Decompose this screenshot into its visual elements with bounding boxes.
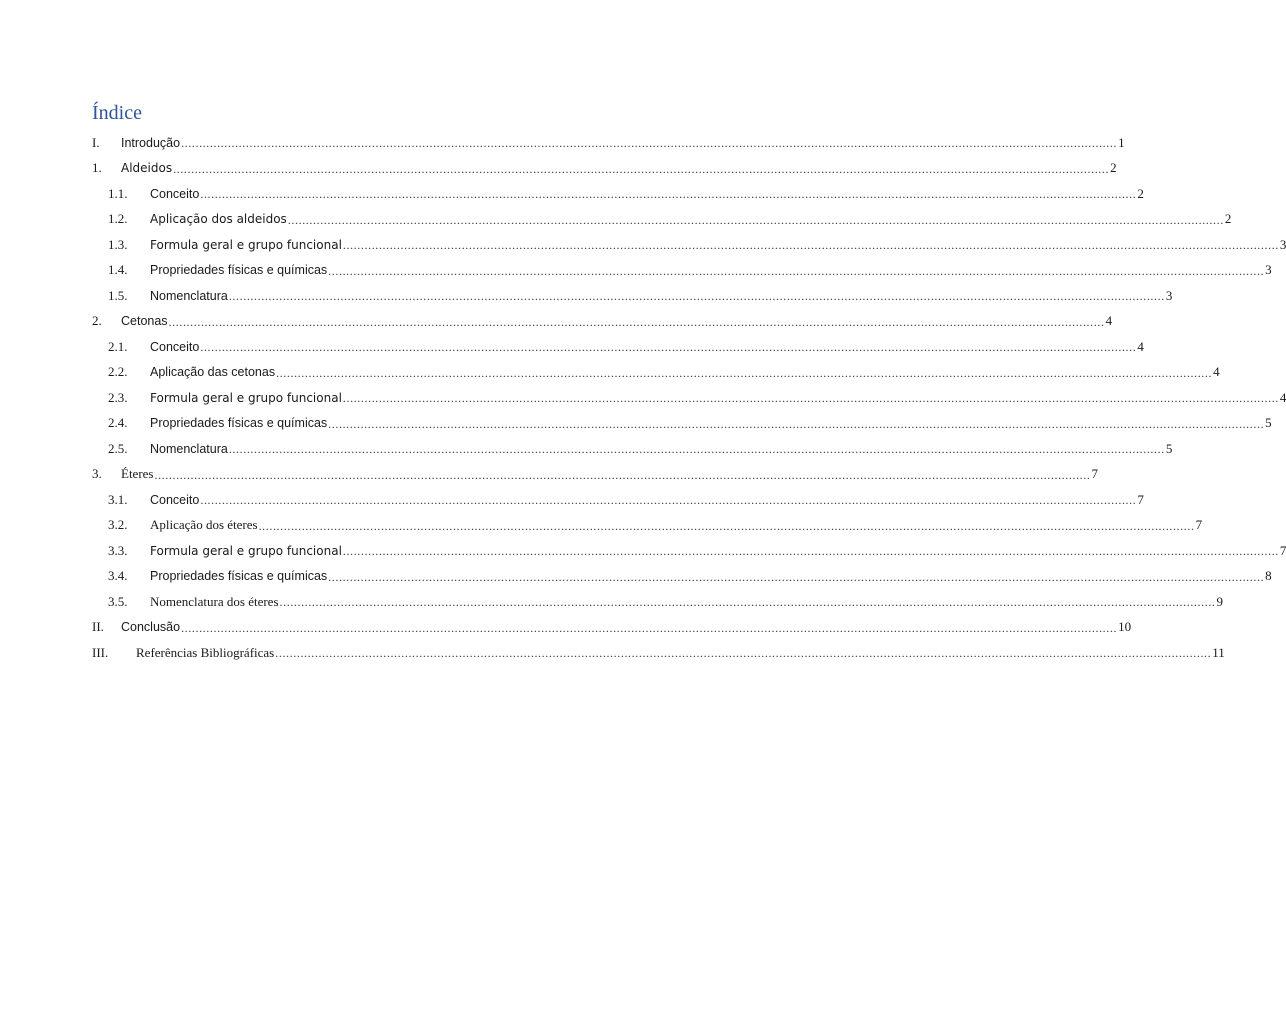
toc-entry[interactable] (92, 436, 1173, 462)
toc-entry-label[interactable]: Conclusão (121, 620, 181, 635)
toc-entry-label[interactable]: Aplicação dos aldeidos (150, 212, 287, 227)
toc-entry[interactable] (92, 360, 1220, 386)
toc-entry-number: 3.3. (108, 542, 128, 558)
toc-entry-number: 2. (92, 313, 102, 329)
dot-leader: .................................................................................................................................................................................................................................................................... (328, 416, 1265, 431)
toc-title: Índice (92, 102, 142, 124)
toc-entry-label[interactable]: Introdução (121, 135, 181, 150)
toc-entry-label[interactable]: Nomenclatura (150, 288, 228, 303)
dot-leader: .................................................................................................................................................................................................................................................................... (154, 467, 1091, 482)
toc-entry[interactable] (92, 181, 1144, 207)
toc-entry-label[interactable]: Referências Bibliográficas (136, 644, 275, 660)
toc-entry-label[interactable]: Aplicação das cetonas (150, 365, 276, 380)
toc-entry-label[interactable]: Formula geral e grupo funcional (150, 390, 342, 405)
toc-entry-number: 3.4. (108, 568, 128, 584)
dot-leader: .................................................................................................................................................................................................................................................................... (200, 493, 1137, 508)
toc-entry-label[interactable]: Aplicação dos éteres (150, 517, 258, 533)
toc-entry-number: 1.4. (108, 262, 128, 278)
dot-leader: .................................................................................................................................................................................................................................................................... (181, 136, 1118, 151)
toc-entry[interactable] (92, 513, 1203, 539)
toc-entry[interactable] (92, 232, 1286, 258)
toc-entry-number: 2.3. (108, 389, 128, 405)
dot-leader: .................................................................................................................................................................................................................................................................... (168, 314, 1105, 329)
toc-entry-page-number[interactable]: 9 (1216, 593, 1224, 609)
toc-entry[interactable] (92, 207, 1232, 233)
toc-entry[interactable] (92, 283, 1173, 309)
toc-entry[interactable] (92, 640, 1225, 666)
toc-entry-page-number[interactable]: 8 (1265, 568, 1272, 584)
dot-leader: .................................................................................................................................................................................................................................................................... (200, 187, 1137, 202)
toc-entry-number: 3. (92, 466, 102, 482)
toc-entry-page-number[interactable]: 4 (1105, 313, 1113, 329)
toc-entry[interactable] (92, 538, 1286, 564)
toc-entry[interactable] (92, 411, 1272, 437)
toc-entry-page-number[interactable]: 7 (1279, 542, 1286, 558)
dot-leader: .................................................................................................................................................................................................................................................................... (342, 544, 1279, 559)
toc-entry-label[interactable]: Propriedades físicas e químicas (150, 569, 328, 584)
toc-entry[interactable] (92, 385, 1286, 411)
dot-leader: .................................................................................................................................................................................................................................................................... (200, 340, 1137, 355)
toc-entry-page-number[interactable]: 1 (1118, 134, 1125, 150)
toc-entry-label[interactable]: Propriedades físicas e químicas (150, 263, 328, 278)
dot-leader: .................................................................................................................................................................................................................................................................... (258, 518, 1195, 533)
dot-leader: .................................................................................................................................................................................................................................................................... (342, 238, 1279, 253)
dot-leader: .................................................................................................................................................................................................................................................................... (342, 391, 1279, 406)
toc-entry-page-number[interactable]: 4 (1279, 389, 1286, 405)
toc-entry-number: 3.5. (108, 593, 128, 609)
dot-leader: .................................................................................................................................................................................................................................................................... (181, 620, 1118, 635)
dot-leader: .................................................................................................................................................................................................................................................................... (328, 263, 1265, 278)
toc-entry-number: 1.3. (108, 236, 128, 252)
toc-entry-number: 1. (92, 160, 102, 176)
toc-entry-label[interactable]: Nomenclatura (150, 441, 228, 456)
toc-entry-number: II. (92, 619, 104, 635)
toc-entry-number: 2.5. (108, 440, 128, 456)
toc-entry-page-number[interactable]: 2 (1110, 160, 1117, 176)
toc-entry[interactable] (92, 462, 1098, 488)
toc-entry-page-number[interactable]: 3 (1165, 287, 1173, 303)
toc-entry-label[interactable]: Cetonas (121, 314, 168, 329)
toc-entry-label[interactable]: Nomenclatura dos éteres (150, 593, 279, 609)
toc-entry-label[interactable]: Formula geral e grupo funcional (150, 543, 342, 558)
toc-entry-label[interactable]: Propriedades físicas e químicas (150, 416, 328, 431)
toc-entry-number: 2.4. (108, 415, 128, 431)
toc-entry-number: 3.2. (108, 517, 128, 533)
toc-entry-label[interactable]: Éteres (121, 466, 154, 482)
toc-entry[interactable] (92, 130, 1125, 156)
toc-entry-page-number[interactable]: 3 (1265, 262, 1272, 278)
toc-entry[interactable] (92, 564, 1272, 590)
toc-entry-page-number[interactable]: 2 (1137, 185, 1144, 201)
toc-entry-number: 2.2. (108, 364, 128, 380)
toc-entry-page-number[interactable]: 4 (1137, 338, 1144, 354)
toc-entry-number: 2.1. (108, 338, 128, 354)
toc-entry-label[interactable]: Aldeidos (121, 161, 173, 176)
toc-entry-label[interactable]: Formula geral e grupo funcional (150, 237, 342, 252)
toc-entry[interactable] (92, 258, 1272, 284)
toc-entry[interactable] (92, 487, 1144, 513)
toc-entry[interactable] (92, 156, 1117, 182)
toc-entry[interactable] (92, 615, 1132, 641)
toc-entry[interactable] (92, 309, 1113, 335)
toc-entry[interactable] (92, 334, 1144, 360)
toc-entry-number: I. (92, 134, 100, 150)
toc-entry-page-number[interactable]: 3 (1279, 236, 1286, 252)
toc-entry-page-number[interactable]: 7 (1195, 517, 1203, 533)
toc-entry-page-number[interactable]: 10 (1118, 619, 1132, 635)
dot-leader: .................................................................................................................................................................................................................................................................... (279, 595, 1216, 610)
dot-leader: .................................................................................................................................................................................................................................................................... (328, 569, 1265, 584)
toc-entry[interactable] (92, 589, 1224, 615)
toc-entry-number: 1.1. (108, 185, 128, 201)
toc-entry-number: 3.1. (108, 491, 128, 507)
toc-entry-number: III. (92, 644, 109, 660)
toc-entry-number: 1.5. (108, 287, 128, 303)
dot-leader: .................................................................................................................................................................................................................................................................... (228, 289, 1165, 304)
dot-leader: .................................................................................................................................................................................................................................................................... (275, 646, 1212, 661)
toc-entry-label[interactable]: Conceito (150, 339, 200, 354)
toc-entry-label[interactable]: Conceito (150, 492, 200, 507)
toc-entry-page-number[interactable]: 2 (1224, 211, 1232, 227)
toc-entry-page-number[interactable]: 7 (1091, 466, 1098, 482)
toc-entry-label[interactable]: Conceito (150, 186, 200, 201)
toc-entry-page-number[interactable]: 11 (1212, 644, 1225, 660)
dot-leader: .................................................................................................................................................................................................................................................................... (228, 442, 1165, 457)
dot-leader: .................................................................................................................................................................................................................................................................... (173, 161, 1110, 176)
toc-entry-page-number[interactable]: 4 (1213, 364, 1220, 380)
toc-entry-page-number[interactable]: 5 (1165, 440, 1173, 456)
dot-leader: .................................................................................................................................................................................................................................................................... (276, 365, 1213, 380)
toc-entry-page-number[interactable]: 7 (1137, 491, 1144, 507)
toc-entry-page-number[interactable]: 5 (1265, 415, 1272, 431)
table-of-contents (92, 130, 1286, 666)
dot-leader: .................................................................................................................................................................................................................................................................... (287, 212, 1224, 227)
toc-entry-number: 1.2. (108, 211, 128, 227)
